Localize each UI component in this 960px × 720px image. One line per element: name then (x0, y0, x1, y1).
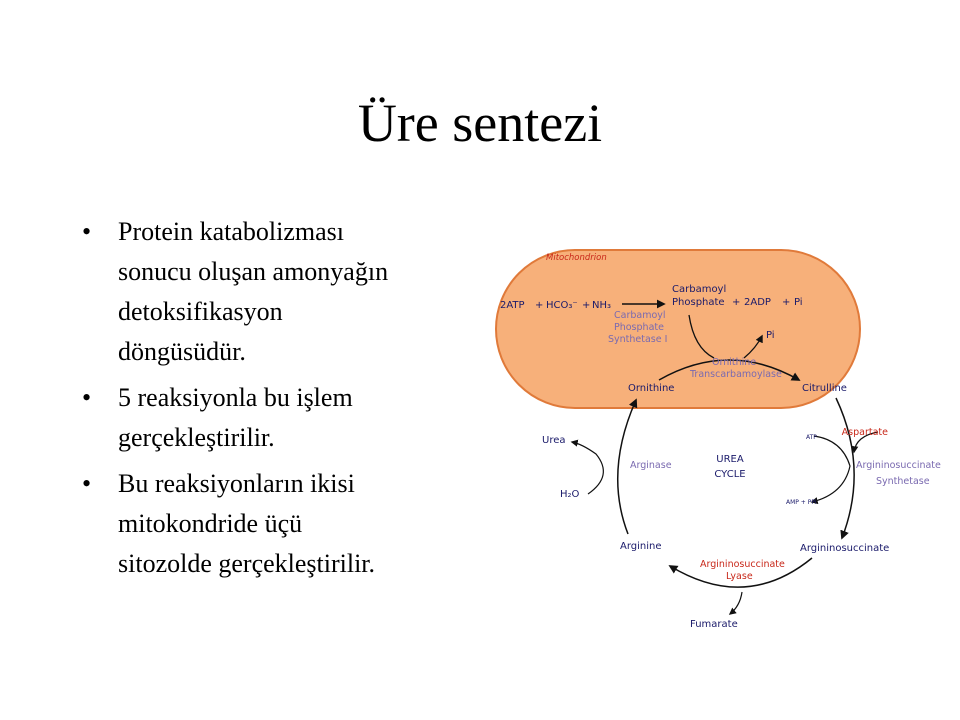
fumarate-arrow (730, 592, 742, 614)
bullet-list (80, 212, 480, 590)
urea-cycle-label: CYCLE (714, 469, 746, 480)
bullet-line: 5 reaksiyonla bu işlem (118, 383, 353, 412)
atp-amp-arrow (812, 436, 850, 502)
pi-release-label: Pi (766, 330, 775, 341)
bullet-line: sitozolde gerçekleştirilir. (118, 549, 376, 578)
aspartate-label: Aspartate (841, 427, 888, 438)
ass-arrow (836, 398, 854, 538)
ass-label: Argininosuccinate (856, 460, 941, 471)
otc-label: Transcarbamoylase (690, 369, 782, 380)
cps1-label: Carbamoyl (614, 310, 666, 321)
nh3-label: NH₃ (592, 300, 612, 311)
bullet-line: gerçekleştirilir. (118, 423, 275, 452)
bullet-line: mitokondride üçü (118, 509, 303, 538)
plus-sign: + (732, 297, 741, 308)
arginase-label: Arginase (630, 460, 672, 471)
pi-label: Pi (794, 297, 803, 308)
bullet-line: detoksifikasyon (118, 297, 283, 326)
mitochondrion-label: Mitochondrion (546, 253, 607, 263)
adp-label: 2ADP (744, 297, 771, 308)
plus-sign: + (535, 300, 544, 311)
carbamoyl-phosphate-label: Phosphate (672, 297, 725, 308)
fumarate-label: Fumarate (690, 619, 738, 630)
arginine-label: Arginine (620, 541, 662, 552)
asl-label: Argininosuccinate (700, 559, 785, 570)
hco3-label: HCO₃⁻ (546, 300, 578, 311)
bullet-line: Bu reaksiyonların ikisi (118, 469, 355, 498)
h2o-label: H₂O (560, 489, 580, 500)
bullet-line: Protein katabolizması (118, 217, 345, 246)
bullet-item (80, 464, 480, 584)
bullet-line: döngüsüdür. (118, 337, 246, 366)
urea-label: Urea (542, 435, 566, 446)
cps1-label: Synthetase I (608, 334, 668, 345)
ornithine-label: Ornithine (628, 383, 675, 394)
slide-title: Üre sentezi (357, 93, 603, 153)
ass-label: Synthetase (876, 476, 930, 487)
urea-cycle-diagram (484, 240, 941, 640)
argininosuccinate-label: Argininosuccinate (800, 543, 890, 554)
urea-cycle-label: UREA (716, 454, 744, 465)
otc-label: Ornithine (712, 357, 757, 368)
bullet-item (80, 212, 480, 372)
urea-release-arrow (572, 442, 603, 494)
bullet-line: sonucu oluşan amonyağın (118, 257, 389, 286)
citrulline-label: Citrulline (802, 383, 847, 394)
atp-label: 2ATP (500, 300, 525, 311)
bullet-item (80, 378, 480, 458)
amp-small-label: AMP + PPi (786, 499, 817, 506)
plus-sign: + (582, 300, 591, 311)
asl-label: Lyase (726, 571, 753, 582)
plus-sign: + (782, 297, 791, 308)
carbamoyl-phosphate-label: Carbamoyl (672, 284, 727, 295)
atp-small-label: ATP (806, 434, 817, 441)
cps1-label: Phosphate (614, 322, 664, 333)
